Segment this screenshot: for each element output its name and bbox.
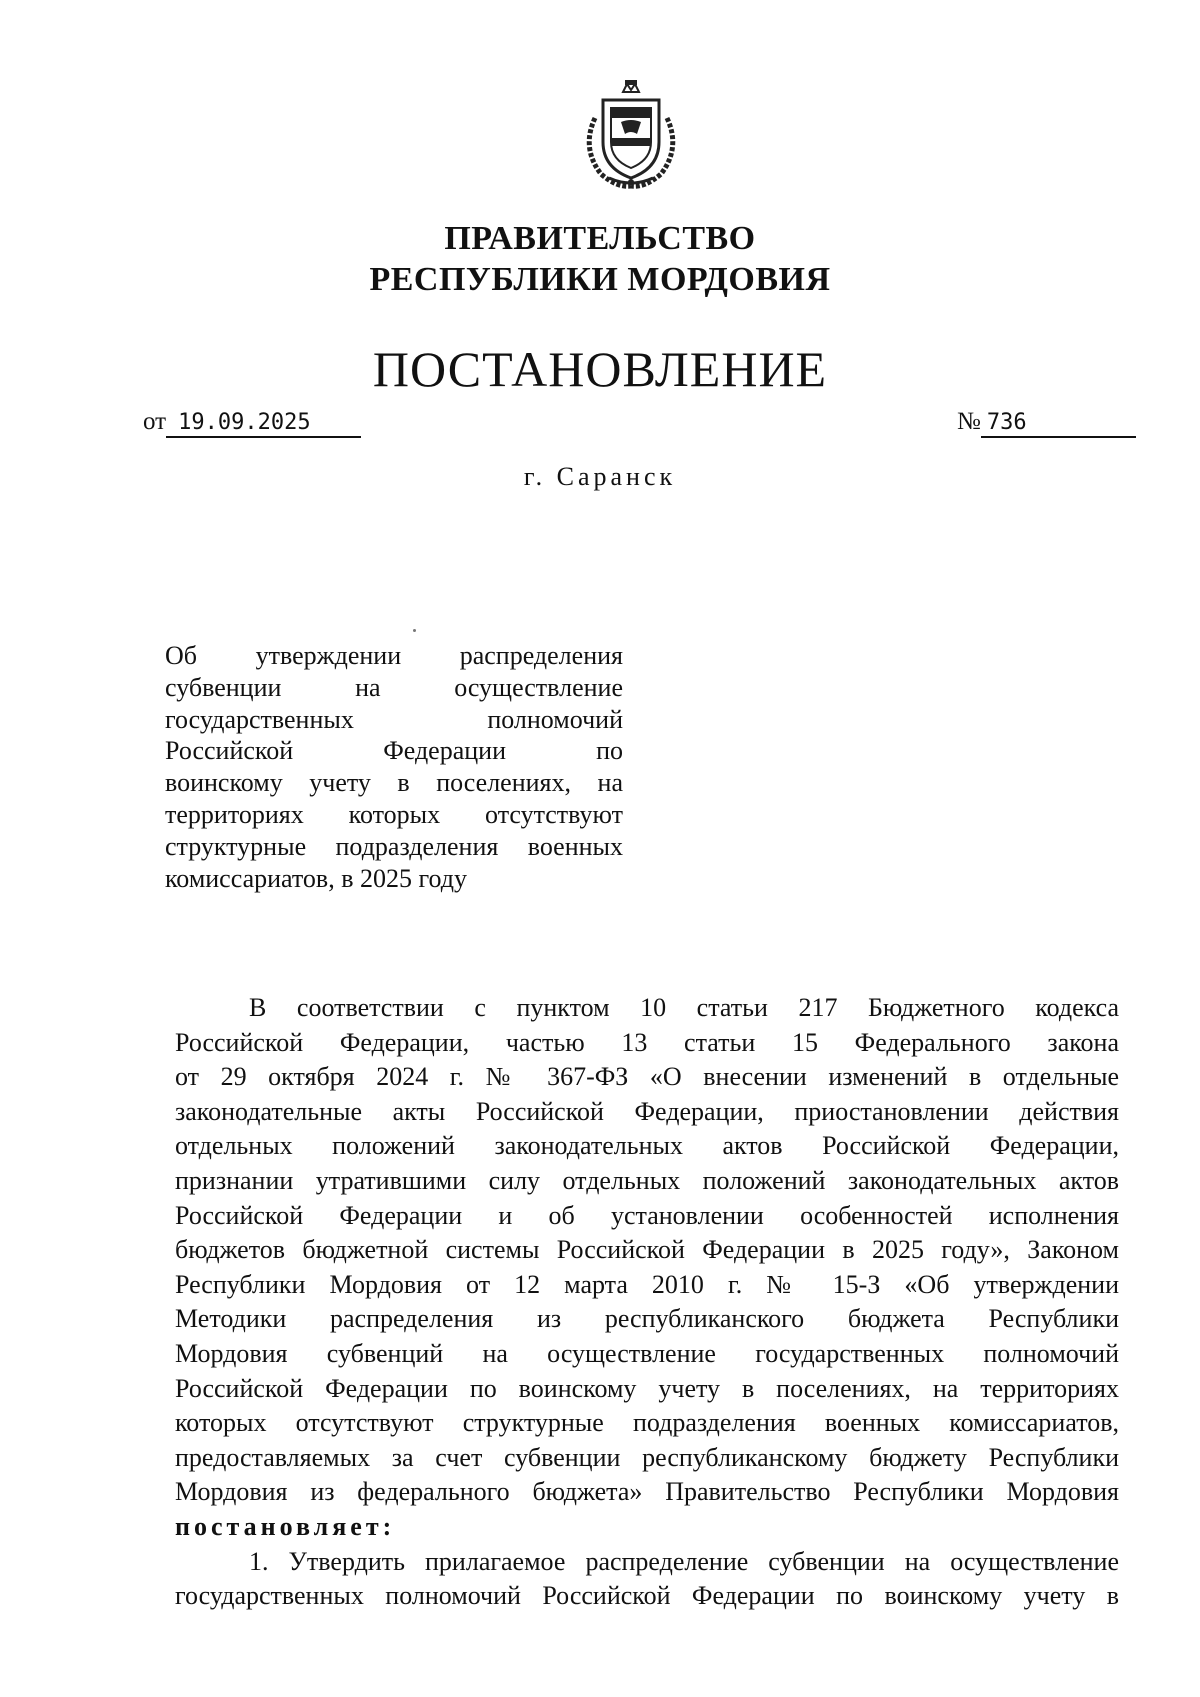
subject-line: воинскому учету в поселениях, на [165,768,623,798]
subject-line: территориях которых отсутствуют [165,799,623,829]
body-line: от 29 октября 2024 г. № 367-ФЗ «О внесении изменений в отдельные [175,1062,1119,1092]
body-line: Российской Федерации и об установлении особенностей исполнения [175,1200,1119,1230]
subject-line: Российской Федерации по [165,736,623,766]
resolution-word: постановляет: [175,1511,396,1541]
body-line: В соответствии с пунктом 10 статьи 217 Бюджетного кодекса [249,993,1119,1022]
body-line: Методики распределения из республиканского бюджета Республики [175,1304,1119,1334]
document-subject [165,640,623,894]
subject-line: Об утверждении распределения [165,641,623,670]
document-date: 19.09.2025 [166,410,361,438]
body-line: признании утратившими силу отдельных положений законодательных актов [175,1165,1119,1195]
body-line: Мордовия субвенций на осуществление государственных полномочий [175,1338,1119,1368]
organization-name-line2: РЕСПУБЛИКИ МОРДОВИЯ [369,261,831,298]
subject-line: структурные подразделения военных [165,831,623,861]
organization-name-line1: ПРАВИТЕЛЬСТВО [444,220,756,257]
city-name: г. Саранск [523,462,677,491]
body-line: 1. Утвердить прилагаемое распределение субвенции на осуществление [249,1546,1119,1576]
body-line: Мордовия из федерального бюджета» Правительство Республики Мордовия [175,1477,1119,1507]
body-line: Республики Мордовия от 12 марта 2010 г. № 15-З «Об утверждении [175,1269,1119,1299]
body-line: законодательные акты Российской Федерации, приостановлении действия [175,1096,1119,1126]
body-line: государственных полномочий Российской Федерации по воинскому учету в [175,1581,1119,1611]
document-number: 736 [981,410,1136,438]
number-prefix: № [957,408,981,435]
coat-of-arms-icon [575,78,687,193]
subject-line: государственных полномочий [165,704,623,734]
body-line: отдельных положений законодательных актов Российской Федерации, [175,1131,1119,1161]
document-body [175,991,1119,1614]
subject-line: субвенции на осуществление [165,672,623,702]
body-line: Российской Федерации, частью 13 статьи 15 Федерального закона [175,1027,1119,1057]
body-line: бюджетов бюджетной системы Российской Федерации в 2025 году», Законом [175,1235,1119,1265]
date-line [143,408,361,438]
body-line: которых отсутствуют структурные подразделения военных комиссариатов, [175,1408,1119,1438]
subject-line: комиссариатов, в 2025 году [165,863,467,893]
body-line: предоставляемых за счет субвенции республиканскому бюджету Республики [175,1442,1119,1472]
document-type-title: ПОСТАНОВЛЕНИЕ [372,341,828,397]
body-line: Российской Федерации по воинскому учету в поселениях, на территориях [175,1373,1119,1403]
number-line [957,408,1136,438]
date-prefix: от [143,408,167,435]
scan-speck [413,629,416,632]
